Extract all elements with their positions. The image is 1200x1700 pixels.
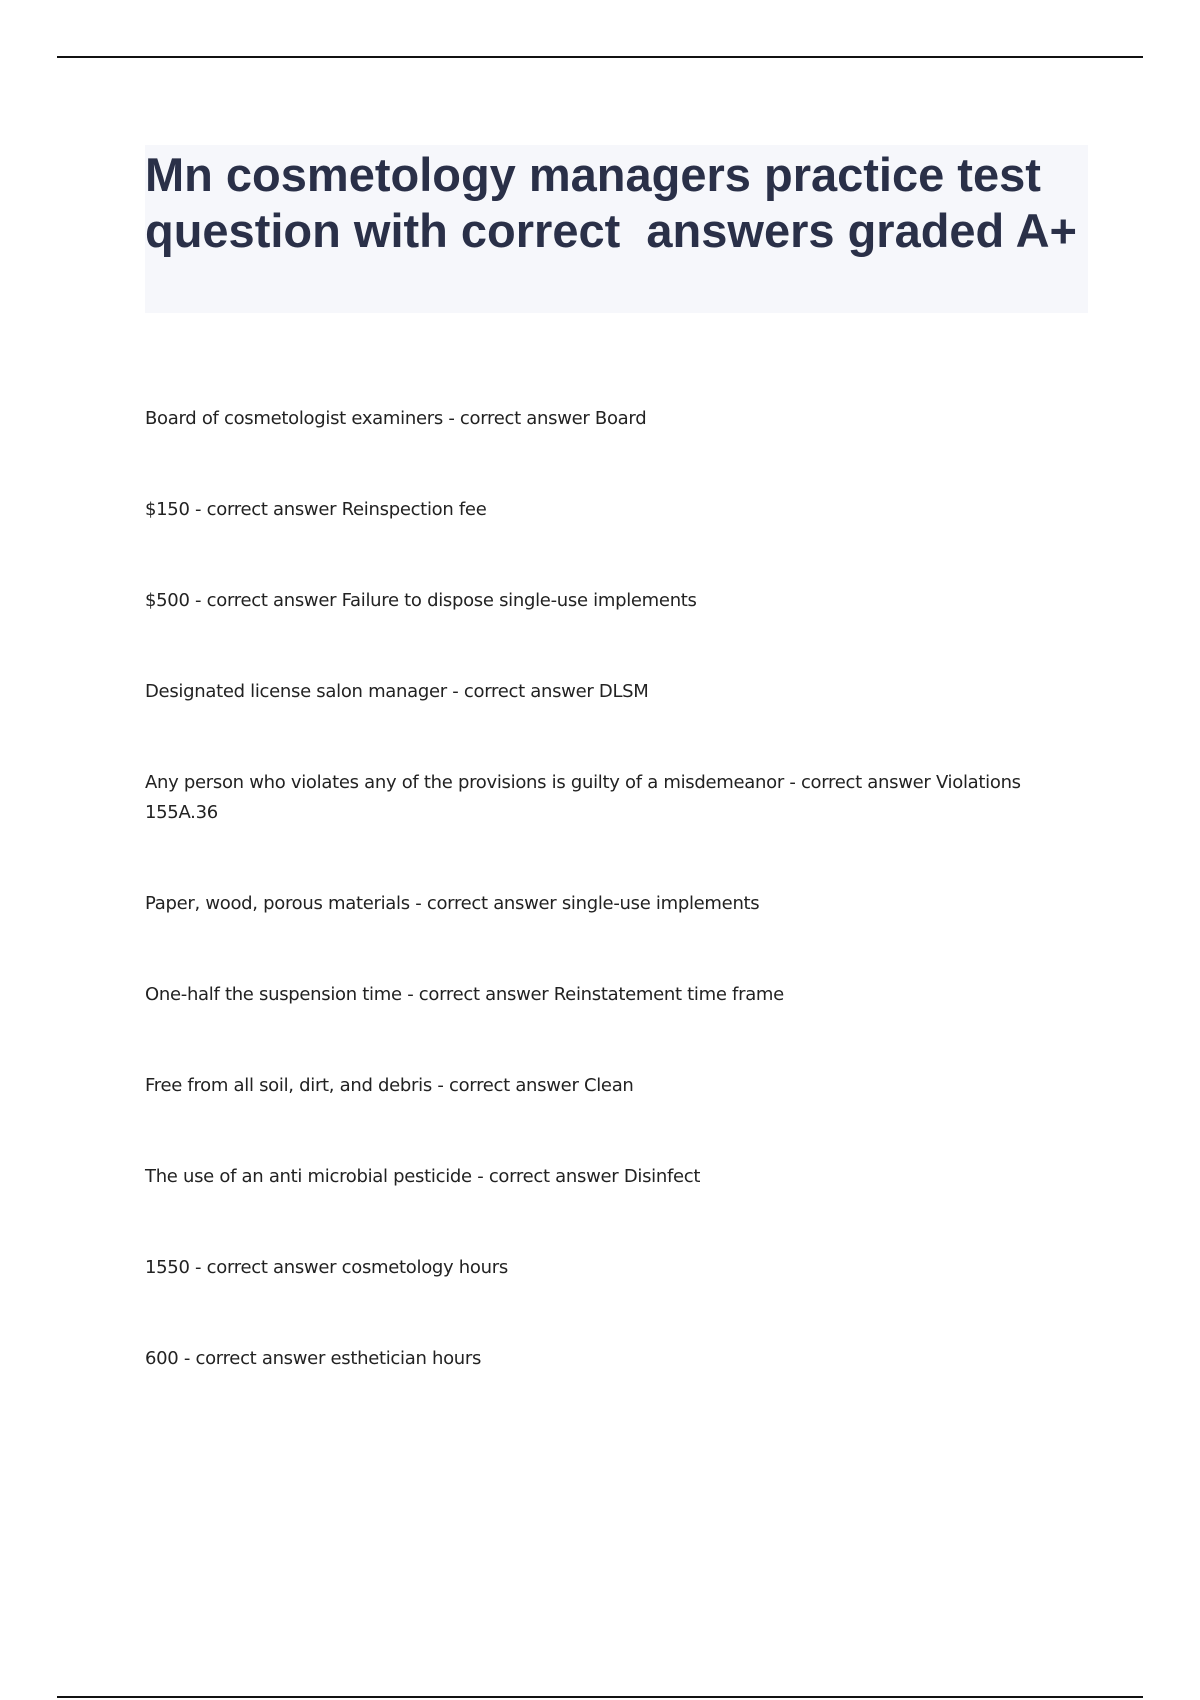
qa-item: Designated license salon manager - correct answer DLSM xyxy=(145,681,649,702)
title-block xyxy=(145,145,1088,313)
qa-item: Board of cosmetologist examiners - correct answer Board xyxy=(145,408,647,429)
qa-item: 1550 - correct answer cosmetology hours xyxy=(145,1257,508,1278)
top-rule xyxy=(57,56,1143,58)
qa-item: Paper, wood, porous materials - correct answer single-use implements xyxy=(145,893,760,914)
qa-item: Any person who violates any of the provisions is guilty of a misdemeanor - correct answer Violations 155A.36 xyxy=(145,772,1021,823)
qa-item: $150 - correct answer Reinspection fee xyxy=(145,499,487,520)
bottom-rule xyxy=(57,1696,1143,1698)
qa-item: The use of an anti microbial pesticide - correct answer Disinfect xyxy=(145,1166,701,1187)
qa-item: $500 - correct answer Failure to dispose single-use implements xyxy=(145,590,697,611)
qa-item: Free from all soil, dirt, and debris - correct answer Clean xyxy=(145,1075,634,1096)
qa-item: One-half the suspension time - correct answer Reinstatement time frame xyxy=(145,984,784,1005)
document-title: Mn cosmetology managers practice test question with correct answers graded A+ xyxy=(145,148,1077,257)
qa-item: 600 - correct answer esthetician hours xyxy=(145,1348,482,1369)
qa-list xyxy=(145,404,1085,1435)
